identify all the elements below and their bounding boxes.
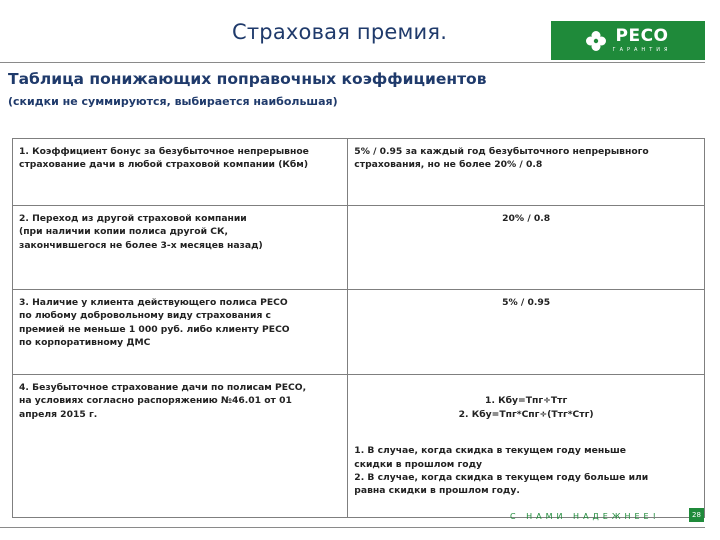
value-cell: 5% / 0.95 за каждый год безубыточного непрерывного страхования, но не более 20% / 0.8 (348, 139, 705, 206)
value-cell: 20% / 0.8 (348, 206, 705, 290)
reso-logo (551, 21, 705, 60)
logo-subtitle: ГАРАНТИЯ (612, 47, 672, 53)
footer-divider (0, 527, 705, 528)
table-row (13, 290, 705, 375)
condition-cell: 2. Переход из другой страховой компании (при наличии копии полиса другой СК, закончившегося не более 3-х месяцев назад) (13, 206, 348, 290)
table-row (13, 206, 705, 290)
value-cell: 5% / 0.95 (348, 290, 705, 375)
slide-title: Страховая премия. (232, 20, 448, 44)
logo-name: РЕСО (615, 26, 669, 46)
condition-cell: 1. Коэффициент бонус за безубыточное непрерывное страхование дачи в любой страховой компании (Кбм) (13, 139, 348, 206)
reso-clover-icon (585, 30, 607, 52)
header-divider (0, 62, 705, 63)
condition-cell: 4. Безубыточное страхование дачи по полисам РЕСО, на условиях согласно распоряжению №46.01 от 01 апреля 2015 г. (13, 375, 348, 518)
table-subheading: (скидки не суммируются, выбирается наибольшая) (8, 95, 338, 108)
table-row (13, 139, 705, 206)
footer-slogan: С НАМИ НАДЕЖНЕЕ! (510, 512, 660, 521)
formula-notes: 1. В случае, когда скидка в текущем году меньше скидки в прошлом году 2. В случае, когда скидка в текущем году больше или равна скидки в прошлом году. (354, 445, 649, 497)
coefficients-table (12, 138, 705, 518)
value-cell (348, 375, 705, 518)
table-heading: Таблица понижающих поправочных коэффициентов (8, 70, 487, 88)
table-row (13, 375, 705, 518)
condition-cell: 3. Наличие у клиента действующего полиса РЕСО по любому добровольному виду страхования с премией не меньше 1 000 руб. либо клиенту РЕСО по корпоративному ДМС (13, 290, 348, 375)
formula-text: 1. Кбу=Тпг÷Ттг 2. Кбу=Тпг*Спг÷(Ттг*Стг) (458, 395, 594, 420)
page-number: 28 (689, 508, 704, 522)
